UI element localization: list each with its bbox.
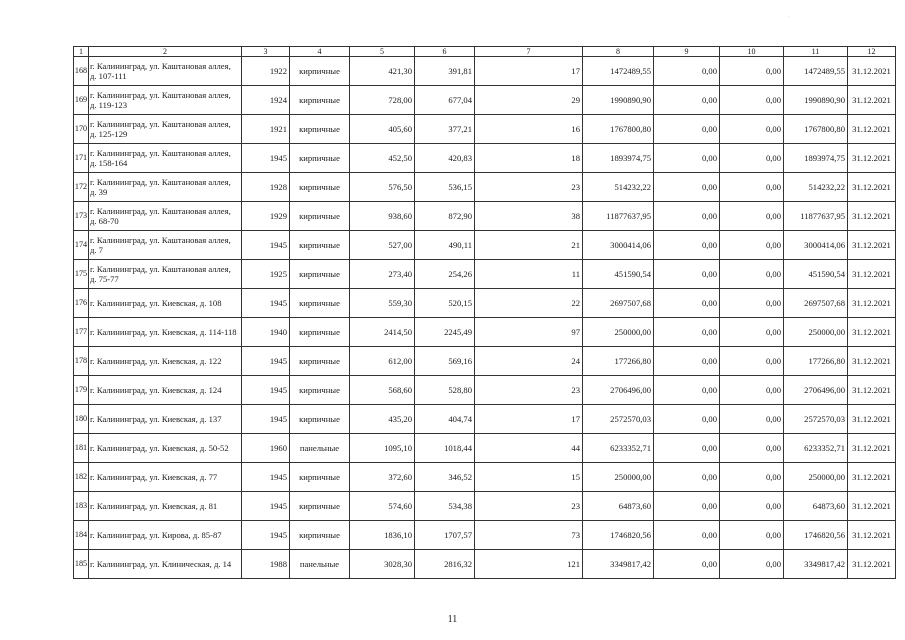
row-number: 177: [74, 318, 89, 347]
zero-amount-cell: 0,00: [720, 86, 784, 115]
address-cell: г. Калининград, ул. Киевская, д. 124: [89, 376, 242, 405]
zero-amount-cell: 0,00: [720, 231, 784, 260]
build-year-cell: 1960: [242, 434, 290, 463]
col-header: 10: [720, 47, 784, 57]
living-area-cell: 536,15: [415, 173, 475, 202]
build-year-cell: 1945: [242, 492, 290, 521]
row-number: 174: [74, 231, 89, 260]
address-cell: г. Калининград, ул. Киевская, д. 108: [89, 289, 242, 318]
date-cell: 31.12.2021: [848, 231, 896, 260]
total-cost-cell: 11877637,95: [784, 202, 848, 231]
residents-cell: 15: [475, 463, 583, 492]
residents-cell: 17: [475, 405, 583, 434]
col-header: 12: [848, 47, 896, 57]
residents-cell: 16: [475, 115, 583, 144]
residents-cell: 22: [475, 289, 583, 318]
table-row: [74, 434, 896, 463]
zero-amount-cell: 0,00: [654, 173, 720, 202]
zero-amount-cell: 0,00: [654, 144, 720, 173]
build-year-cell: 1945: [242, 144, 290, 173]
total-cost-cell: 1746820,56: [784, 521, 848, 550]
cost-cell: 2697507,68: [583, 289, 654, 318]
zero-amount-cell: 0,00: [720, 347, 784, 376]
cost-cell: 3000414,06: [583, 231, 654, 260]
total-area-cell: 405,60: [350, 115, 415, 144]
zero-amount-cell: 0,00: [720, 57, 784, 86]
total-area-cell: 1095,10: [350, 434, 415, 463]
table-row: [74, 289, 896, 318]
total-cost-cell: 514232,22: [784, 173, 848, 202]
zero-amount-cell: 0,00: [654, 405, 720, 434]
cost-cell: 2706496,00: [583, 376, 654, 405]
table-row: [74, 260, 896, 289]
total-cost-cell: 250000,00: [784, 318, 848, 347]
wall-material-cell: кирпичные: [290, 405, 350, 434]
total-cost-cell: 3349817,42: [784, 550, 848, 579]
residents-cell: 23: [475, 376, 583, 405]
table-row: [74, 405, 896, 434]
table-row: [74, 376, 896, 405]
zero-amount-cell: 0,00: [720, 463, 784, 492]
build-year-cell: 1945: [242, 376, 290, 405]
wall-material-cell: кирпичные: [290, 86, 350, 115]
cost-cell: 1767800,80: [583, 115, 654, 144]
living-area-cell: 490,11: [415, 231, 475, 260]
residents-cell: 24: [475, 347, 583, 376]
residents-cell: 23: [475, 173, 583, 202]
col-header: 4: [290, 47, 350, 57]
total-area-cell: 452,50: [350, 144, 415, 173]
address-cell: г. Калининград, ул. Каштановая аллея, д. 75-77: [89, 260, 242, 289]
row-number: 185: [74, 550, 89, 579]
row-number: 184: [74, 521, 89, 550]
address-cell: г. Калининград, ул. Киевская, д. 122: [89, 347, 242, 376]
living-area-cell: 872,90: [415, 202, 475, 231]
scan-speck: ·: [788, 14, 790, 20]
zero-amount-cell: 0,00: [720, 144, 784, 173]
total-cost-cell: 64873,60: [784, 492, 848, 521]
living-area-cell: 404,74: [415, 405, 475, 434]
residents-cell: 23: [475, 492, 583, 521]
build-year-cell: 1940: [242, 318, 290, 347]
table-row: [74, 86, 896, 115]
living-area-cell: 2816,32: [415, 550, 475, 579]
total-area-cell: 1836,10: [350, 521, 415, 550]
date-cell: 31.12.2021: [848, 173, 896, 202]
table-row: [74, 347, 896, 376]
total-cost-cell: 177266,80: [784, 347, 848, 376]
table-row: [74, 492, 896, 521]
col-header: 1: [74, 47, 89, 57]
total-area-cell: 421,30: [350, 57, 415, 86]
total-area-cell: 3028,30: [350, 550, 415, 579]
column-number-header: [74, 47, 896, 57]
build-year-cell: 1924: [242, 86, 290, 115]
col-header: 8: [583, 47, 654, 57]
address-cell: г. Калининград, ул. Каштановая аллея, д. 158-164: [89, 144, 242, 173]
zero-amount-cell: 0,00: [654, 115, 720, 144]
residents-cell: 29: [475, 86, 583, 115]
zero-amount-cell: 0,00: [654, 231, 720, 260]
address-cell: г. Калининград, ул. Киевская, д. 50-52: [89, 434, 242, 463]
residents-cell: 44: [475, 434, 583, 463]
wall-material-cell: кирпичные: [290, 202, 350, 231]
living-area-cell: 520,15: [415, 289, 475, 318]
date-cell: 31.12.2021: [848, 492, 896, 521]
zero-amount-cell: 0,00: [654, 86, 720, 115]
row-number: 181: [74, 434, 89, 463]
col-header: 7: [475, 47, 583, 57]
address-cell: г. Калининград, ул. Каштановая аллея, д. 125-129: [89, 115, 242, 144]
zero-amount-cell: 0,00: [720, 434, 784, 463]
build-year-cell: 1945: [242, 347, 290, 376]
build-year-cell: 1945: [242, 289, 290, 318]
cost-cell: 1746820,56: [583, 521, 654, 550]
zero-amount-cell: 0,00: [720, 405, 784, 434]
zero-amount-cell: 0,00: [654, 202, 720, 231]
col-header: 2: [89, 47, 242, 57]
date-cell: 31.12.2021: [848, 376, 896, 405]
col-header: 3: [242, 47, 290, 57]
zero-amount-cell: 0,00: [654, 260, 720, 289]
date-cell: 31.12.2021: [848, 260, 896, 289]
zero-amount-cell: 0,00: [654, 492, 720, 521]
row-number: 171: [74, 144, 89, 173]
total-area-cell: 938,60: [350, 202, 415, 231]
row-number: 169: [74, 86, 89, 115]
total-cost-cell: 1767800,80: [784, 115, 848, 144]
zero-amount-cell: 0,00: [654, 434, 720, 463]
wall-material-cell: кирпичные: [290, 260, 350, 289]
table-row: [74, 463, 896, 492]
cost-cell: 451590,54: [583, 260, 654, 289]
living-area-cell: 254,26: [415, 260, 475, 289]
zero-amount-cell: 0,00: [654, 376, 720, 405]
build-year-cell: 1928: [242, 173, 290, 202]
table-row: [74, 173, 896, 202]
zero-amount-cell: 0,00: [654, 550, 720, 579]
row-number: 182: [74, 463, 89, 492]
wall-material-cell: кирпичные: [290, 318, 350, 347]
build-year-cell: 1929: [242, 202, 290, 231]
total-area-cell: 435,20: [350, 405, 415, 434]
residents-cell: 121: [475, 550, 583, 579]
total-cost-cell: 3000414,06: [784, 231, 848, 260]
cost-cell: 1893974,75: [583, 144, 654, 173]
row-number: 179: [74, 376, 89, 405]
date-cell: 31.12.2021: [848, 289, 896, 318]
date-cell: 31.12.2021: [848, 86, 896, 115]
col-header: 5: [350, 47, 415, 57]
date-cell: 31.12.2021: [848, 521, 896, 550]
cost-cell: 177266,80: [583, 347, 654, 376]
build-year-cell: 1945: [242, 231, 290, 260]
row-number: 175: [74, 260, 89, 289]
cost-cell: 64873,60: [583, 492, 654, 521]
cost-cell: 2572570,03: [583, 405, 654, 434]
living-area-cell: 1018,44: [415, 434, 475, 463]
address-cell: г. Калининград, ул. Каштановая аллея, д. 68-70: [89, 202, 242, 231]
total-area-cell: 576,50: [350, 173, 415, 202]
build-year-cell: 1925: [242, 260, 290, 289]
total-area-cell: 568,60: [350, 376, 415, 405]
address-cell: г. Калининград, ул. Кирова, д. 85-87: [89, 521, 242, 550]
living-area-cell: 391,81: [415, 57, 475, 86]
total-cost-cell: 2697507,68: [784, 289, 848, 318]
total-cost-cell: 1472489,55: [784, 57, 848, 86]
living-area-cell: 528,80: [415, 376, 475, 405]
address-cell: г. Калининград, ул. Каштановая аллея, д. 119-123: [89, 86, 242, 115]
wall-material-cell: кирпичные: [290, 144, 350, 173]
residents-cell: 73: [475, 521, 583, 550]
build-year-cell: 1945: [242, 463, 290, 492]
zero-amount-cell: 0,00: [720, 521, 784, 550]
zero-amount-cell: 0,00: [720, 202, 784, 231]
zero-amount-cell: 0,00: [654, 347, 720, 376]
zero-amount-cell: 0,00: [720, 492, 784, 521]
row-number: 170: [74, 115, 89, 144]
date-cell: 31.12.2021: [848, 347, 896, 376]
wall-material-cell: панельные: [290, 550, 350, 579]
table-row: [74, 57, 896, 86]
total-area-cell: 527,00: [350, 231, 415, 260]
wall-material-cell: кирпичные: [290, 463, 350, 492]
build-year-cell: 1921: [242, 115, 290, 144]
address-cell: г. Калининград, ул. Каштановая аллея, д. 7: [89, 231, 242, 260]
row-number: 173: [74, 202, 89, 231]
total-cost-cell: 1893974,75: [784, 144, 848, 173]
housing-register-table: [73, 46, 896, 579]
date-cell: 31.12.2021: [848, 115, 896, 144]
living-area-cell: 420,83: [415, 144, 475, 173]
total-area-cell: 574,60: [350, 492, 415, 521]
total-cost-cell: 451590,54: [784, 260, 848, 289]
address-cell: г. Калининград, ул. Киевская, д. 81: [89, 492, 242, 521]
wall-material-cell: кирпичные: [290, 57, 350, 86]
address-cell: г. Калининград, ул. Киевская, д. 77: [89, 463, 242, 492]
total-cost-cell: 6233352,71: [784, 434, 848, 463]
row-number: 180: [74, 405, 89, 434]
row-number: 172: [74, 173, 89, 202]
wall-material-cell: кирпичные: [290, 492, 350, 521]
address-cell: г. Калининград, ул. Киевская, д. 137: [89, 405, 242, 434]
wall-material-cell: кирпичные: [290, 115, 350, 144]
table-row: [74, 202, 896, 231]
row-number: 183: [74, 492, 89, 521]
table-row: [74, 318, 896, 347]
build-year-cell: 1945: [242, 521, 290, 550]
page-number: 11: [447, 614, 458, 625]
row-number: 178: [74, 347, 89, 376]
row-number: 176: [74, 289, 89, 318]
total-cost-cell: 250000,00: [784, 463, 848, 492]
total-area-cell: 728,00: [350, 86, 415, 115]
total-cost-cell: 1990890,90: [784, 86, 848, 115]
cost-cell: 3349817,42: [583, 550, 654, 579]
living-area-cell: 377,21: [415, 115, 475, 144]
cost-cell: 1472489,55: [583, 57, 654, 86]
zero-amount-cell: 0,00: [654, 463, 720, 492]
zero-amount-cell: 0,00: [720, 550, 784, 579]
cost-cell: 6233352,71: [583, 434, 654, 463]
cost-cell: 250000,00: [583, 463, 654, 492]
build-year-cell: 1922: [242, 57, 290, 86]
cost-cell: 250000,00: [583, 318, 654, 347]
residents-cell: 17: [475, 57, 583, 86]
date-cell: 31.12.2021: [848, 463, 896, 492]
cost-cell: 514232,22: [583, 173, 654, 202]
zero-amount-cell: 0,00: [720, 318, 784, 347]
living-area-cell: 346,52: [415, 463, 475, 492]
col-header: 11: [784, 47, 848, 57]
residents-cell: 97: [475, 318, 583, 347]
table-row: [74, 231, 896, 260]
col-header: 9: [654, 47, 720, 57]
table-row: [74, 115, 896, 144]
address-cell: г. Калининград, ул. Каштановая аллея, д. 39: [89, 173, 242, 202]
total-area-cell: 612,00: [350, 347, 415, 376]
total-area-cell: 559,30: [350, 289, 415, 318]
table-row: [74, 550, 896, 579]
date-cell: 31.12.2021: [848, 405, 896, 434]
date-cell: 31.12.2021: [848, 144, 896, 173]
wall-material-cell: кирпичные: [290, 347, 350, 376]
living-area-cell: 1707,57: [415, 521, 475, 550]
wall-material-cell: кирпичные: [290, 231, 350, 260]
cost-cell: 11877637,95: [583, 202, 654, 231]
address-cell: г. Калининград, ул. Киевская, д. 114-118: [89, 318, 242, 347]
total-area-cell: 273,40: [350, 260, 415, 289]
total-area-cell: 372,60: [350, 463, 415, 492]
build-year-cell: 1988: [242, 550, 290, 579]
table-row: [74, 144, 896, 173]
zero-amount-cell: 0,00: [654, 521, 720, 550]
table-row: [74, 521, 896, 550]
wall-material-cell: кирпичные: [290, 376, 350, 405]
residents-cell: 18: [475, 144, 583, 173]
residents-cell: 21: [475, 231, 583, 260]
total-area-cell: 2414,50: [350, 318, 415, 347]
zero-amount-cell: 0,00: [720, 289, 784, 318]
cost-cell: 1990890,90: [583, 86, 654, 115]
wall-material-cell: кирпичные: [290, 289, 350, 318]
living-area-cell: 677,04: [415, 86, 475, 115]
living-area-cell: 569,16: [415, 347, 475, 376]
zero-amount-cell: 0,00: [654, 318, 720, 347]
wall-material-cell: панельные: [290, 434, 350, 463]
residents-cell: 11: [475, 260, 583, 289]
date-cell: 31.12.2021: [848, 202, 896, 231]
zero-amount-cell: 0,00: [720, 376, 784, 405]
zero-amount-cell: 0,00: [720, 260, 784, 289]
row-number: 168: [74, 57, 89, 86]
zero-amount-cell: 0,00: [654, 57, 720, 86]
date-cell: 31.12.2021: [848, 318, 896, 347]
date-cell: 31.12.2021: [848, 57, 896, 86]
zero-amount-cell: 0,00: [720, 115, 784, 144]
total-cost-cell: 2706496,00: [784, 376, 848, 405]
living-area-cell: 534,38: [415, 492, 475, 521]
col-header: 6: [415, 47, 475, 57]
address-cell: г. Калининград, ул. Каштановая аллея, д. 107-111: [89, 57, 242, 86]
total-cost-cell: 2572570,03: [784, 405, 848, 434]
wall-material-cell: кирпичные: [290, 173, 350, 202]
date-cell: 31.12.2021: [848, 434, 896, 463]
date-cell: 31.12.2021: [848, 550, 896, 579]
zero-amount-cell: 0,00: [654, 289, 720, 318]
living-area-cell: 2245,49: [415, 318, 475, 347]
address-cell: г. Калининград, ул. Клиническая, д. 14: [89, 550, 242, 579]
residents-cell: 38: [475, 202, 583, 231]
wall-material-cell: кирпичные: [290, 521, 350, 550]
zero-amount-cell: 0,00: [720, 173, 784, 202]
build-year-cell: 1945: [242, 405, 290, 434]
